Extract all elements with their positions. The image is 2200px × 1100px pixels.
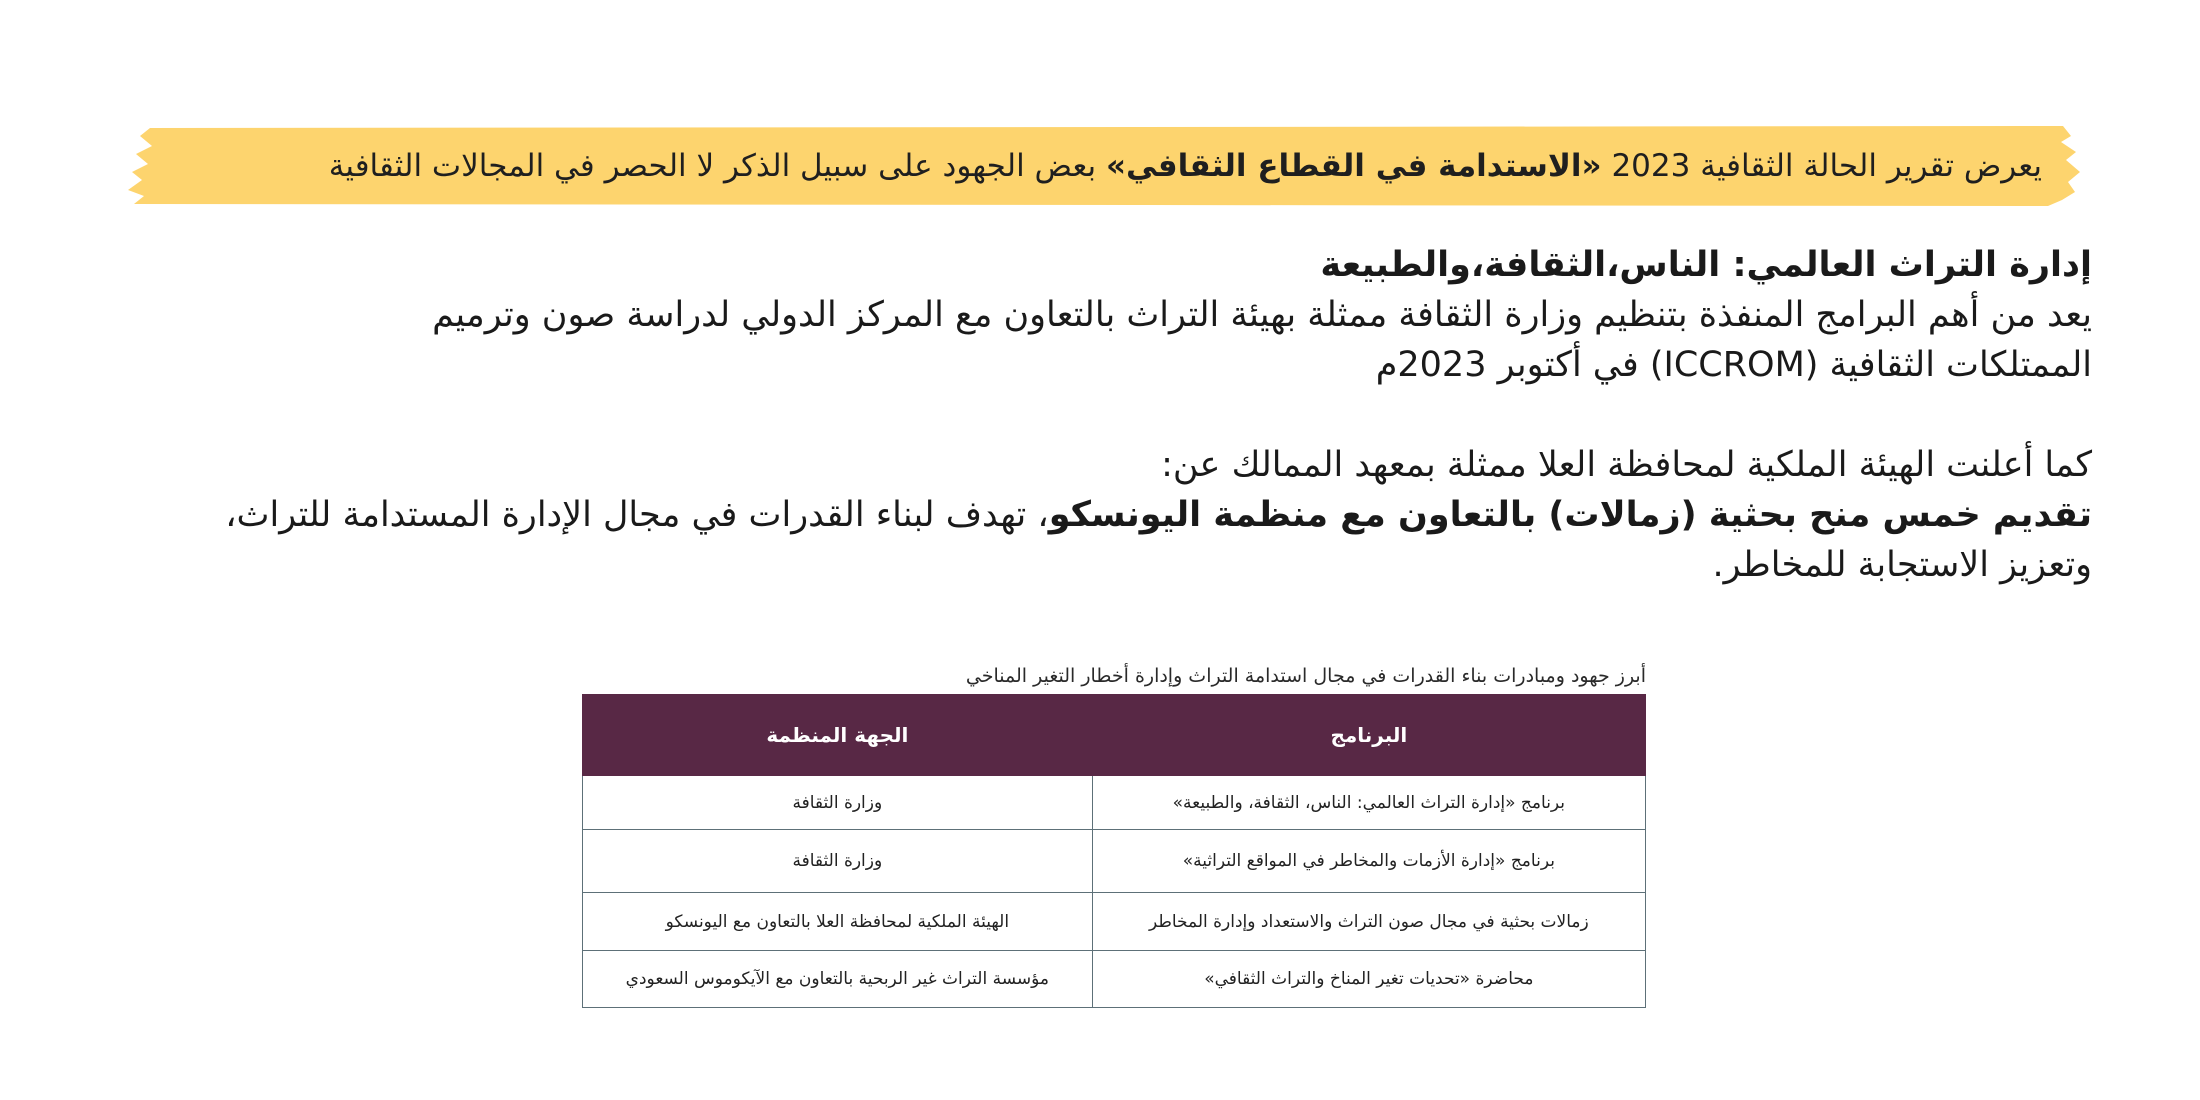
paragraph1-line2: الممتلكات الثقافية (ICCROM) في أكتوبر 2023م (1375, 345, 2092, 385)
section-heading: إدارة التراث العالمي: الناس،الثقافة،والطبيعة (1320, 245, 2092, 285)
table-row (583, 830, 1646, 893)
main-content (92, 240, 2092, 590)
table-row (583, 951, 1646, 1008)
banner-text-bold: «الاستدامة في القطاع الثقافي» (1105, 148, 1602, 184)
paragraph2-line2 (92, 490, 2092, 540)
paragraph2-bold: تقديم خمس منح بحثية (زمالات) بالتعاون مع منظمة اليونسكو (1048, 495, 2092, 535)
table-header-row (583, 695, 1646, 776)
paragraph2-line3: وتعزيز الاستجابة للمخاطر. (1712, 545, 2092, 585)
highlight-banner (128, 126, 2082, 206)
cell-program: برنامج «إدارة التراث العالمي: الناس، الثقافة، والطبيعة» (1092, 776, 1645, 830)
cell-organizer: مؤسسة التراث غير الربحية بالتعاون مع الآيكوموس السعودي (583, 951, 1093, 1008)
cell-organizer: الهيئة الملكية لمحافظة العلا بالتعاون مع اليونسكو (583, 893, 1093, 951)
banner-text-before: يعرض تقرير الحالة الثقافية 2023 (1601, 148, 2042, 184)
paragraph1-line1: يعد من أهم البرامج المنفذة بتنظيم وزارة الثقافة ممثلة بهيئة التراث بالتعاون مع المركز الدولي لدراسة صون وترميم (432, 295, 2092, 335)
cell-program: محاضرة «تحديات تغير المناخ والتراث الثقافي» (1092, 951, 1645, 1008)
paragraph2-rest: ، تهدف لبناء القدرات في مجال الإدارة المستدامة للتراث، (225, 495, 1049, 535)
paragraph2-line1: كما أعلنت الهيئة الملكية لمحافظة العلا ممثلة بمعهد الممالك عن: (1161, 445, 2092, 485)
table-row (583, 893, 1646, 951)
initiatives-table (582, 694, 1646, 1008)
cell-organizer: وزارة الثقافة (583, 830, 1093, 893)
banner-text (329, 126, 2042, 206)
table-caption: أبرز جهود ومبادرات بناء القدرات في مجال استدامة التراث وإدارة أخطار التغير المناخي (965, 665, 1646, 687)
table-row (583, 776, 1646, 830)
initiatives-table-section (582, 664, 1646, 1008)
cell-program: برنامج «إدارة الأزمات والمخاطر في المواقع التراثية» (1092, 830, 1645, 893)
header-organizer: الجهة المنظمة (583, 695, 1093, 776)
header-program: البرنامج (1092, 695, 1645, 776)
cell-program: زمالات بحثية في مجال صون التراث والاستعداد وإدارة المخاطر (1092, 893, 1645, 951)
banner-text-after: بعض الجهود على سبيل الذكر لا الحصر في المجالات الثقافية (328, 148, 1106, 184)
spacer (92, 390, 2092, 440)
cell-organizer: وزارة الثقافة (583, 776, 1093, 830)
